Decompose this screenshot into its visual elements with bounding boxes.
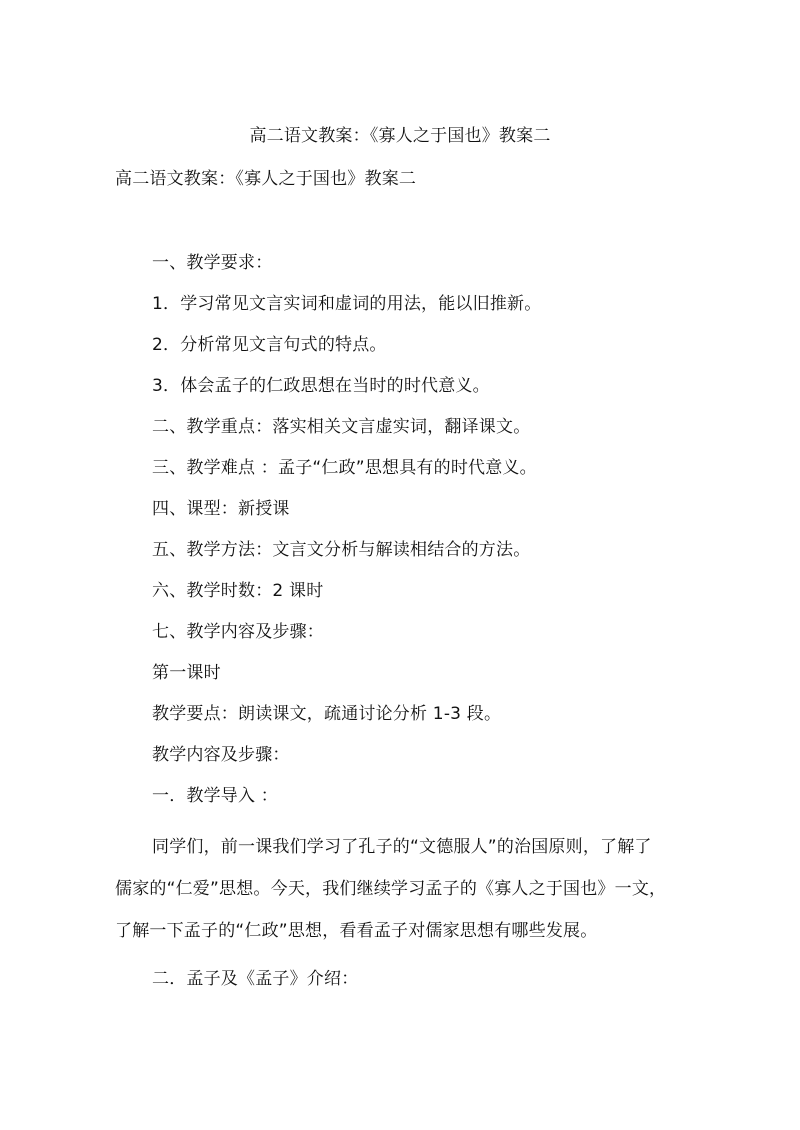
section-class-hours: 六、教学时数：2 课时	[152, 581, 324, 601]
paragraph-line-2: 儒家的“仁爱”思想。今天，我们继续学习孟子的《寡人之于国也》一文，	[115, 879, 667, 899]
requirement-item-3: 3．体会孟子的仁政思想在当时的时代意义。	[152, 376, 490, 396]
section-key-points: 二、教学重点：落实相关文言虚实词，翻译课文。	[152, 417, 531, 437]
requirement-item-1: 1．学习常见文言实词和虚词的用法，能以旧推新。	[152, 294, 542, 314]
paragraph-line-1: 同学们，前一课我们学习了孔子的“文德服人”的治国原则，了解了	[152, 837, 652, 857]
paragraph-line-3: 了解一下孟子的“仁政”思想，看看孟子对儒家思想有哪些发展。	[115, 921, 598, 941]
section-lesson-type: 四、课型：新授课	[152, 499, 290, 519]
section-content-steps: 七、教学内容及步骤：	[152, 622, 324, 642]
requirement-item-2: 2．分析常见文言句式的特点。	[152, 335, 387, 355]
document-title: 高二语文教案：《寡人之于国也》教案二	[249, 126, 551, 146]
teaching-focus: 教学要点：朗读课文，疏通讨论分析 1-3 段。	[152, 704, 502, 724]
section-difficulties: 三、教学难点 ：孟子“仁政”思想具有的时代意义。	[152, 458, 537, 478]
teaching-introduction-heading: 一．教学导入 ：	[152, 786, 279, 806]
section-teaching-requirements: 一、教学要求：	[152, 253, 273, 273]
document-subtitle: 高二语文教案：《寡人之于国也》教案二	[115, 169, 417, 189]
first-lesson-heading: 第一课时	[152, 663, 221, 683]
mencius-introduction-heading: 二．孟子及《孟子》介绍：	[152, 969, 359, 989]
section-teaching-method: 五、教学方法：文言文分析与解读相结合的方法。	[152, 540, 531, 560]
content-steps-heading: 教学内容及步骤：	[152, 745, 290, 765]
